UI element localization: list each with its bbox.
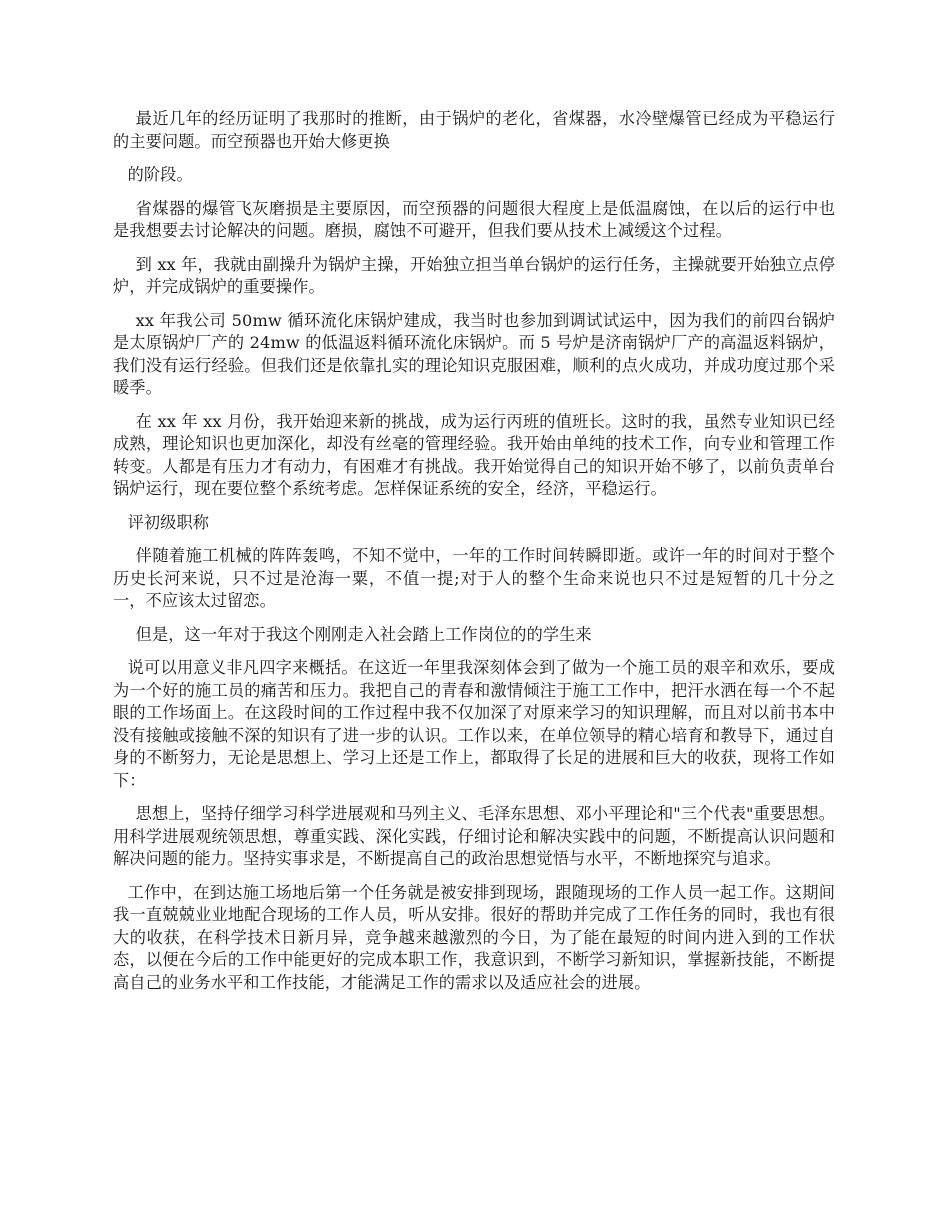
paragraph-9: 但是，这一年对于我这个刚刚走入社会踏上工作岗位的的学生来: [135, 624, 592, 644]
paragraph-11: 思想上，坚持仔细学习科学进展观和马列主义、毛泽东思想、邓小平理论和"三个代表"重要思想。用科学进展观统领思想，尊重实践、深化实践，仔细讨论和解决实践中的问题，不断提高认识问题和解决问题的能力。坚持实事求是，不断提高自己的政治思想觉悟与水平，不断地探究与追求。: [113, 804, 835, 868]
paragraph-8: 伴随着施工机械的阵阵轰鸣，不知不觉中，一年的工作时间转瞬即逝。或许一年的时间对于整个历史长河来说，只不过是沧海一粟，不值一提;对于人的整个生命来说也只不过是短暂的几十分之一，不应该太过留恋。: [113, 546, 835, 610]
section-heading: 评初级职称: [127, 512, 210, 532]
paragraph-4: 到 xx 年，我就由副操升为锅炉主操，开始独立担当单台锅炉的运行任务，主操就要开始独立点停炉，并完成锅炉的重要操作。: [113, 254, 835, 296]
paragraph-12: 工作中，在到达施工场地后第一个任务就是被安排到现场，跟随现场的工作人员一起工作。这期间我一直兢兢业业地配合现场的工作人员，听从安排。很好的帮助并完成了工作任务的同时，我也有很大的收获，在科学技术日新月异，竞争越来越激烈的今日，为了能在最短的时间内进入到的工作状态，以便在今后的工作中能更好的完成本职工作，我意识到，不断学习新知识，掌握新技能，不断提高自己的业务水平和工作技能，才能满足工作的需求以及适应社会的进展。: [113, 882, 835, 992]
paragraph-1: 最近几年的经历证明了我那时的推断，由于锅炉的老化，省煤器，水冷壁爆管已经成为平稳运行的主要问题。而空预器也开始大修更换: [113, 109, 835, 151]
paragraph-2: 的阶段。: [127, 165, 193, 184]
paragraph-10: 说可以用意义非凡四字来概括。在这近一年里我深刻体会到了做为一个施工员的艰辛和欢乐，要成为一个好的施工员的痛苦和压力。我把自己的青春和激情倾注于施工工作中，把汗水洒在每一个不起眼的工作场面上。在这段时间的工作过程中我不仅加深了对原来学习的知识理解，而且对以前书本中没有接触或接触不深的知识有了进一步的认识。工作以来，在单位领导的精心培育和教导下，通过自身的不断努力，无论是思想上、学习上还是工作上，都取得了长足的进展和巨大的收获，现将工作如下：: [113, 658, 835, 790]
paragraph-5: xx 年我公司 50mw 循环流化床锅炉建成，我当时也参加到调试试运中，因为我们的前四台锅炉是太原锅炉厂产的 24mw 的低温返料循环流化床锅炉。而 5 号炉是济南锅炉厂产的高温返料锅炉，我们没有运行经验。但我们还是依靠扎实的理论知识克服困难，顺利的点火成功，并成功度过那个采暖季。: [113, 310, 835, 397]
paragraph-6: 在 xx 年 xx 月份，我开始迎来新的挑战，成为运行丙班的值班长。这时的我，虽然专业知识已经成熟，理论知识也更加深化，却没有丝毫的管理经验。我开始由单纯的技术工作，向专业和管理工作转变。人都是有压力才有动力，有困难才有挑战。我开始觉得自己的知识开始不够了，以前负责单台锅炉运行，现在要位整个系统考虑。怎样保证系统的安全，经济，平稳运行。: [113, 411, 835, 498]
paragraph-3: 省煤器的爆管飞灰磨损是主要原因，而空预器的问题很大程度上是低温腐蚀，在以后的运行中也是我想要去讨论解决的问题。磨损，腐蚀不可避开，但我们要从技术上减缓这个过程。: [113, 198, 835, 240]
document-body: [113, 108, 835, 1005]
